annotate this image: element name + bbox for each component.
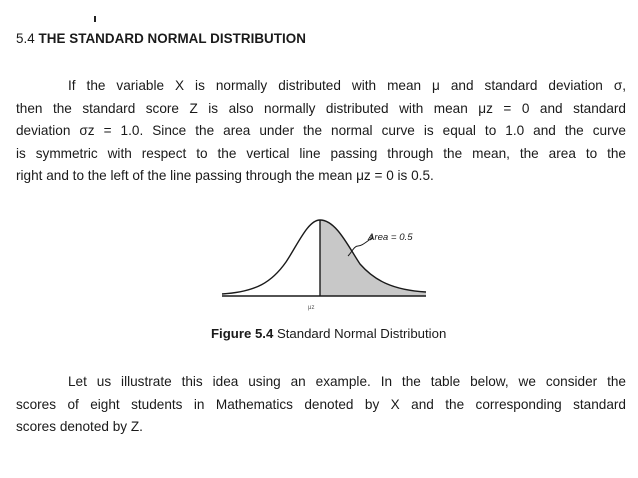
figure-caption xyxy=(211,326,446,341)
paragraph-line: then the standard score Z is also normally distributed with mean μz = 0 and standard xyxy=(16,100,626,116)
figure-number: Figure 5.4 xyxy=(211,326,274,341)
section-heading xyxy=(16,31,306,46)
paragraph-line: deviation σz = 1.0. Since the area under the normal curve is equal to 1.0 and the curve xyxy=(16,123,626,139)
paragraph-line: scores of eight students in Mathematics denoted by X and the corresponding standard xyxy=(16,396,626,412)
area-label: Area = 0.5 xyxy=(368,232,413,243)
section-number: 5.4 xyxy=(16,31,35,46)
example-paragraph xyxy=(16,371,626,439)
paragraph-line: right and to the left of the line passing through the mean μz = 0 is 0.5. xyxy=(16,168,434,184)
stray-mark xyxy=(94,16,96,22)
normal-distribution-figure xyxy=(216,216,436,316)
paragraph-line: If the variable X is normally distributed with mean μ and standard deviation σ, xyxy=(68,78,626,93)
section-title: THE STANDARD NORMAL DISTRIBUTION xyxy=(38,31,306,46)
figure-title: Standard Normal Distribution xyxy=(273,326,447,341)
intro-paragraph xyxy=(16,75,626,188)
paragraph-line: scores denoted by Z. xyxy=(16,419,143,435)
paragraph-line: is symmetric with respect to the vertical line passing through the mean, the area to the xyxy=(16,145,626,161)
axis-label: μz xyxy=(308,305,315,311)
paragraph-line: Let us illustrate this idea using an example. In the table below, we consider the xyxy=(68,374,626,389)
area-annotation xyxy=(368,232,413,243)
